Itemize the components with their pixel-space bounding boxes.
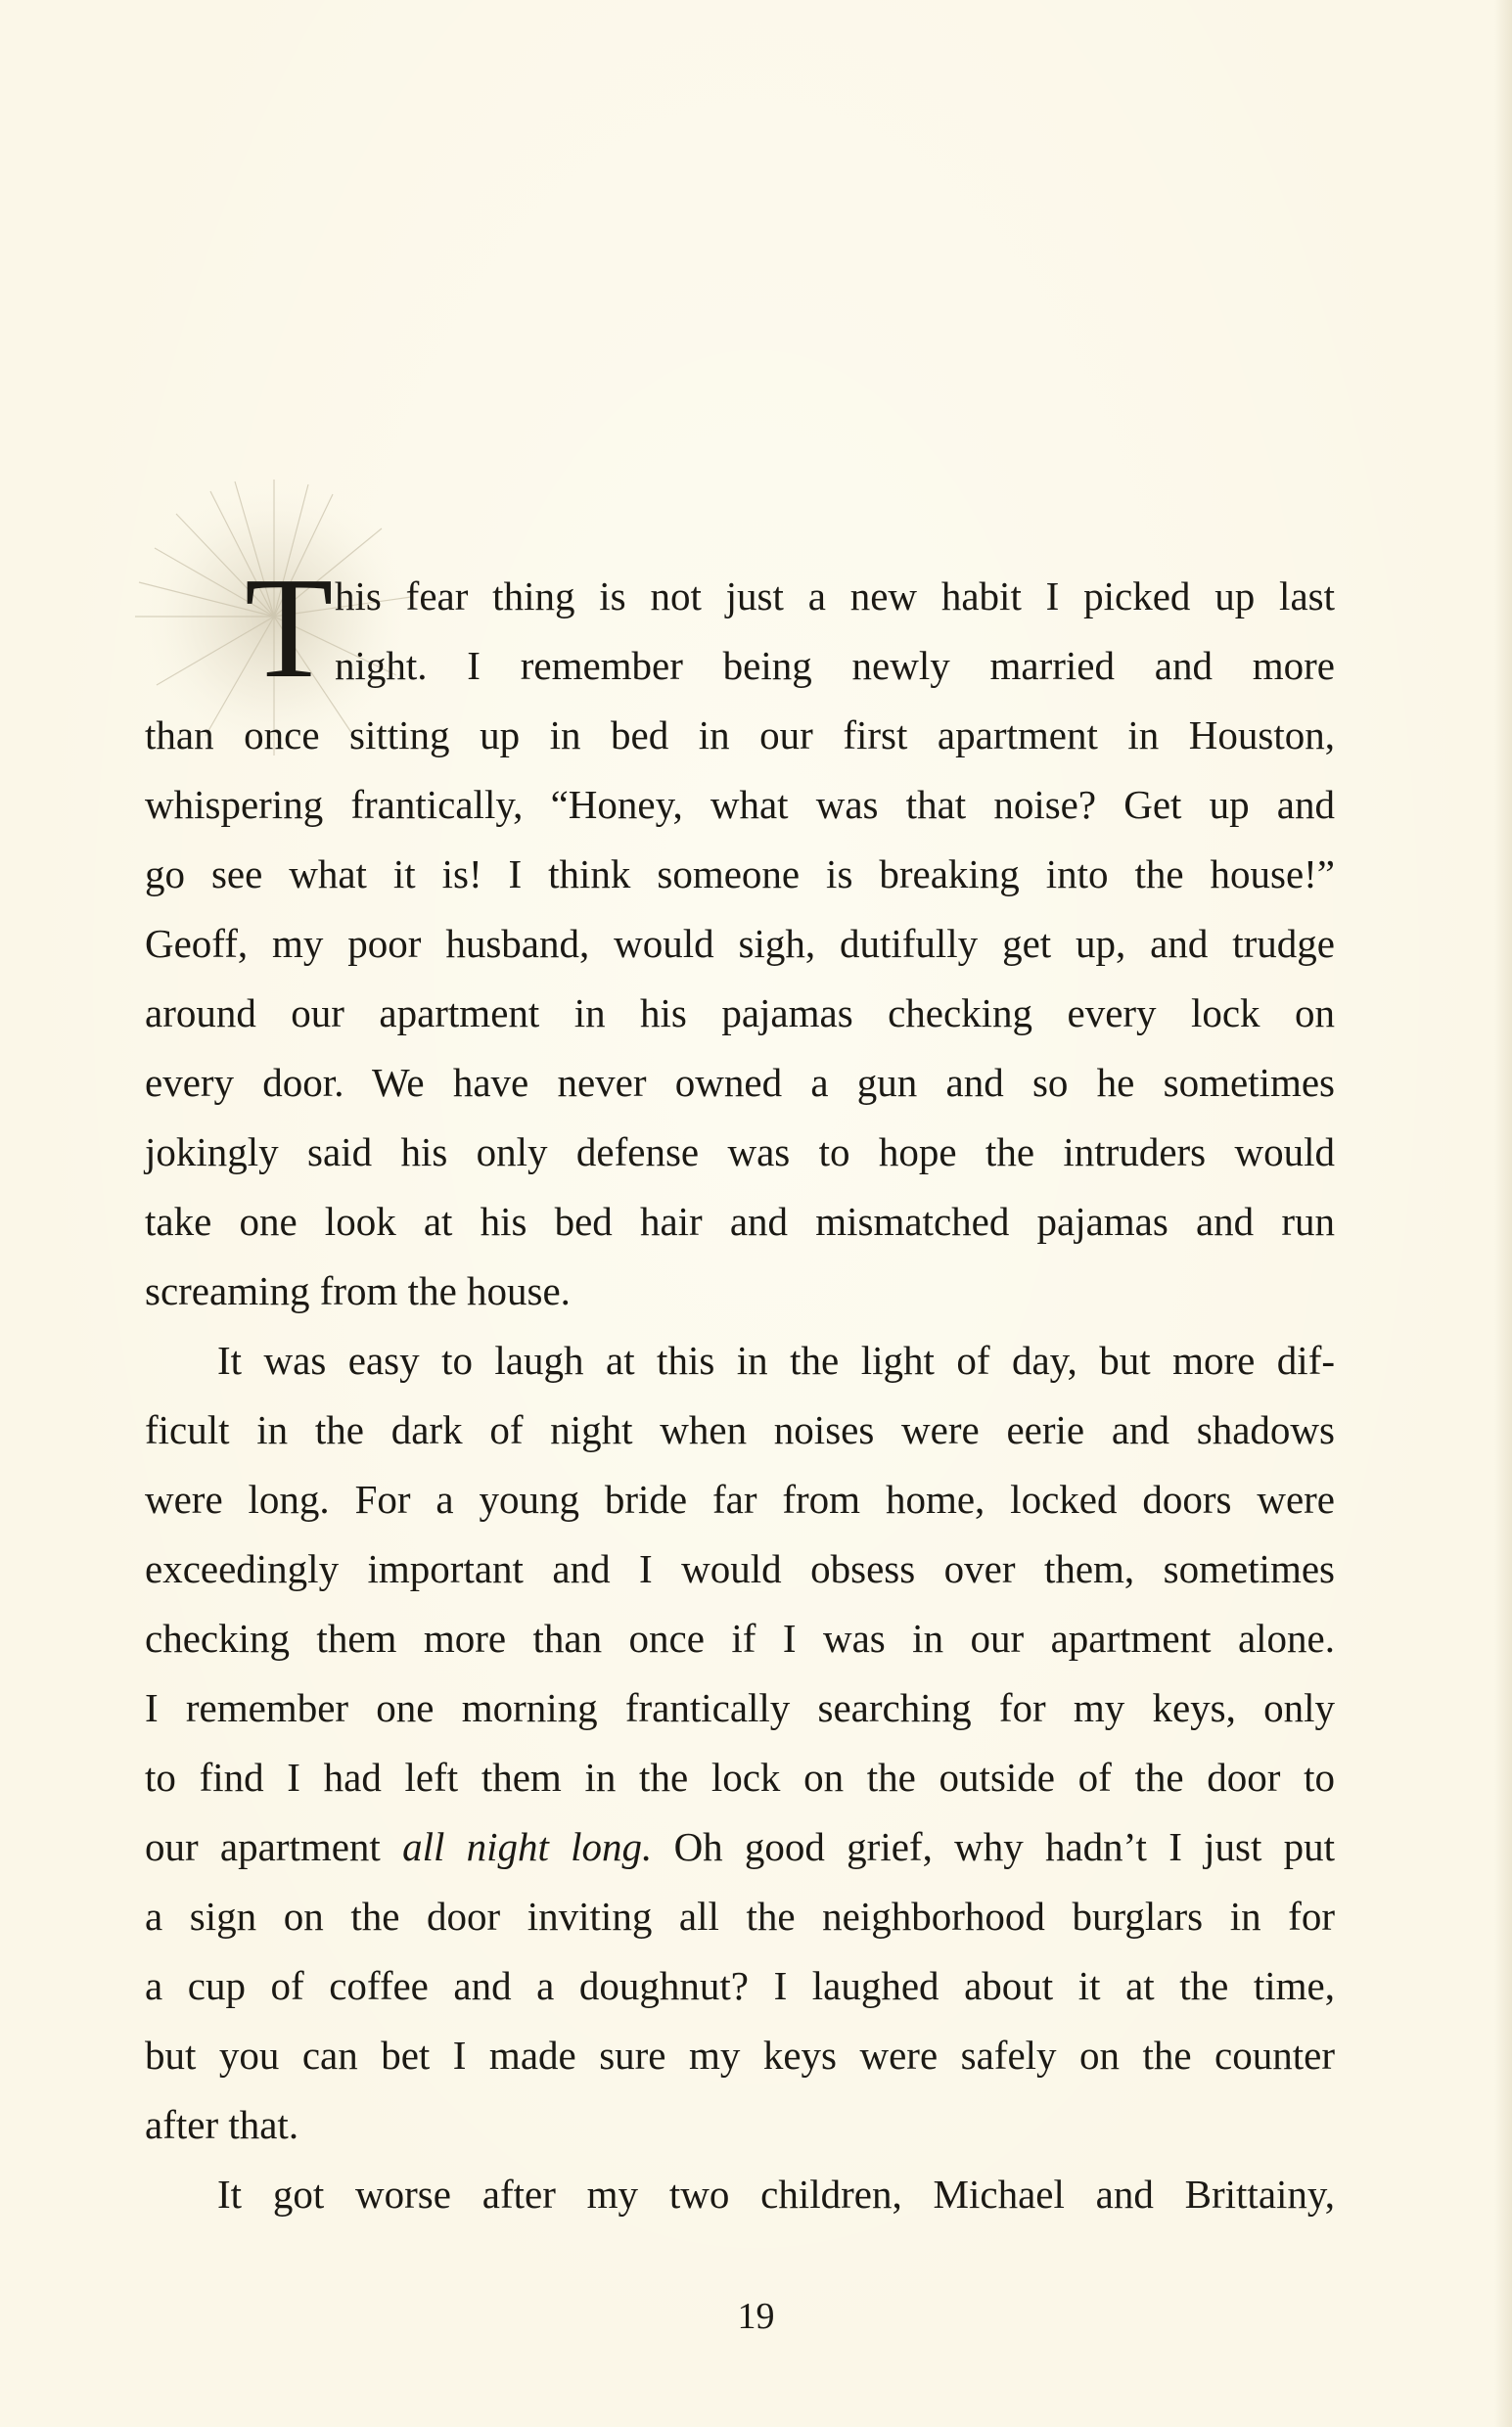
text-line: to find I had left them in the lock on the outside of the door to xyxy=(145,1755,1335,1800)
text-line: after that. xyxy=(145,2102,299,2147)
text-line: ficult in the dark of night when noises were eerie and shadows xyxy=(145,1407,1335,1452)
text-line: exceedingly important and I would obsess over them, sometimes xyxy=(145,1546,1335,1591)
text-line: I remember one morning frantically searching for my keys, only xyxy=(145,1685,1335,1730)
italic-phrase: all night long. xyxy=(402,1824,653,1869)
body-text xyxy=(145,548,1335,2229)
text-segment: Oh good grief, why hadn’t I just put xyxy=(652,1824,1335,1869)
text-line: Geoff, my poor husband, would sigh, dutifully get up, and trudge xyxy=(145,921,1335,966)
text-line: night. I remember being newly married and more xyxy=(335,643,1335,688)
text-line: but you can bet I made sure my keys were safely on the counter xyxy=(145,2033,1335,2078)
text-line: whispering frantically, “Honey, what was that noise? Get up and xyxy=(145,782,1335,827)
text-line: were long. For a young bride far from home, locked doors were xyxy=(145,1477,1335,1522)
drop-cap-letter: T xyxy=(245,548,334,709)
text-line: every door. We have never owned a gun and so he sometimes xyxy=(145,1060,1335,1105)
text-line: take one look at his bed hair and mismatched pajamas and run xyxy=(145,1199,1335,1244)
text-line: checking them more than once if I was in our apartment alone. xyxy=(145,1616,1335,1661)
text-line: around our apartment in his pajamas checking every lock on xyxy=(145,990,1335,1035)
text-line: his fear thing is not just a new habit I picked up last xyxy=(335,573,1335,618)
text-line: jokingly said his only defense was to hope the intruders would xyxy=(145,1129,1335,1174)
text-line: screaming from the house. xyxy=(145,1268,571,1313)
text-line: It got worse after my two children, Michael and Brittainy, xyxy=(217,2172,1335,2217)
text-line-mixed xyxy=(145,1812,1335,1882)
page-number: 19 xyxy=(737,2296,775,2337)
text-line: a cup of coffee and a doughnut? I laughed about it at the time, xyxy=(145,1963,1335,2008)
text-line: It was easy to laugh at this in the light of day, but more dif- xyxy=(217,1338,1335,1383)
text-segment: our apartment xyxy=(145,1824,403,1869)
text-line: go see what it is! I think someone is breaking into the house!” xyxy=(145,851,1335,896)
page-edge-shadow xyxy=(1494,0,1512,2427)
text-line: a sign on the door inviting all the neighborhood burglars in for xyxy=(145,1894,1335,1939)
text-line: than once sitting up in bed in our first apartment in Houston, xyxy=(145,712,1335,757)
